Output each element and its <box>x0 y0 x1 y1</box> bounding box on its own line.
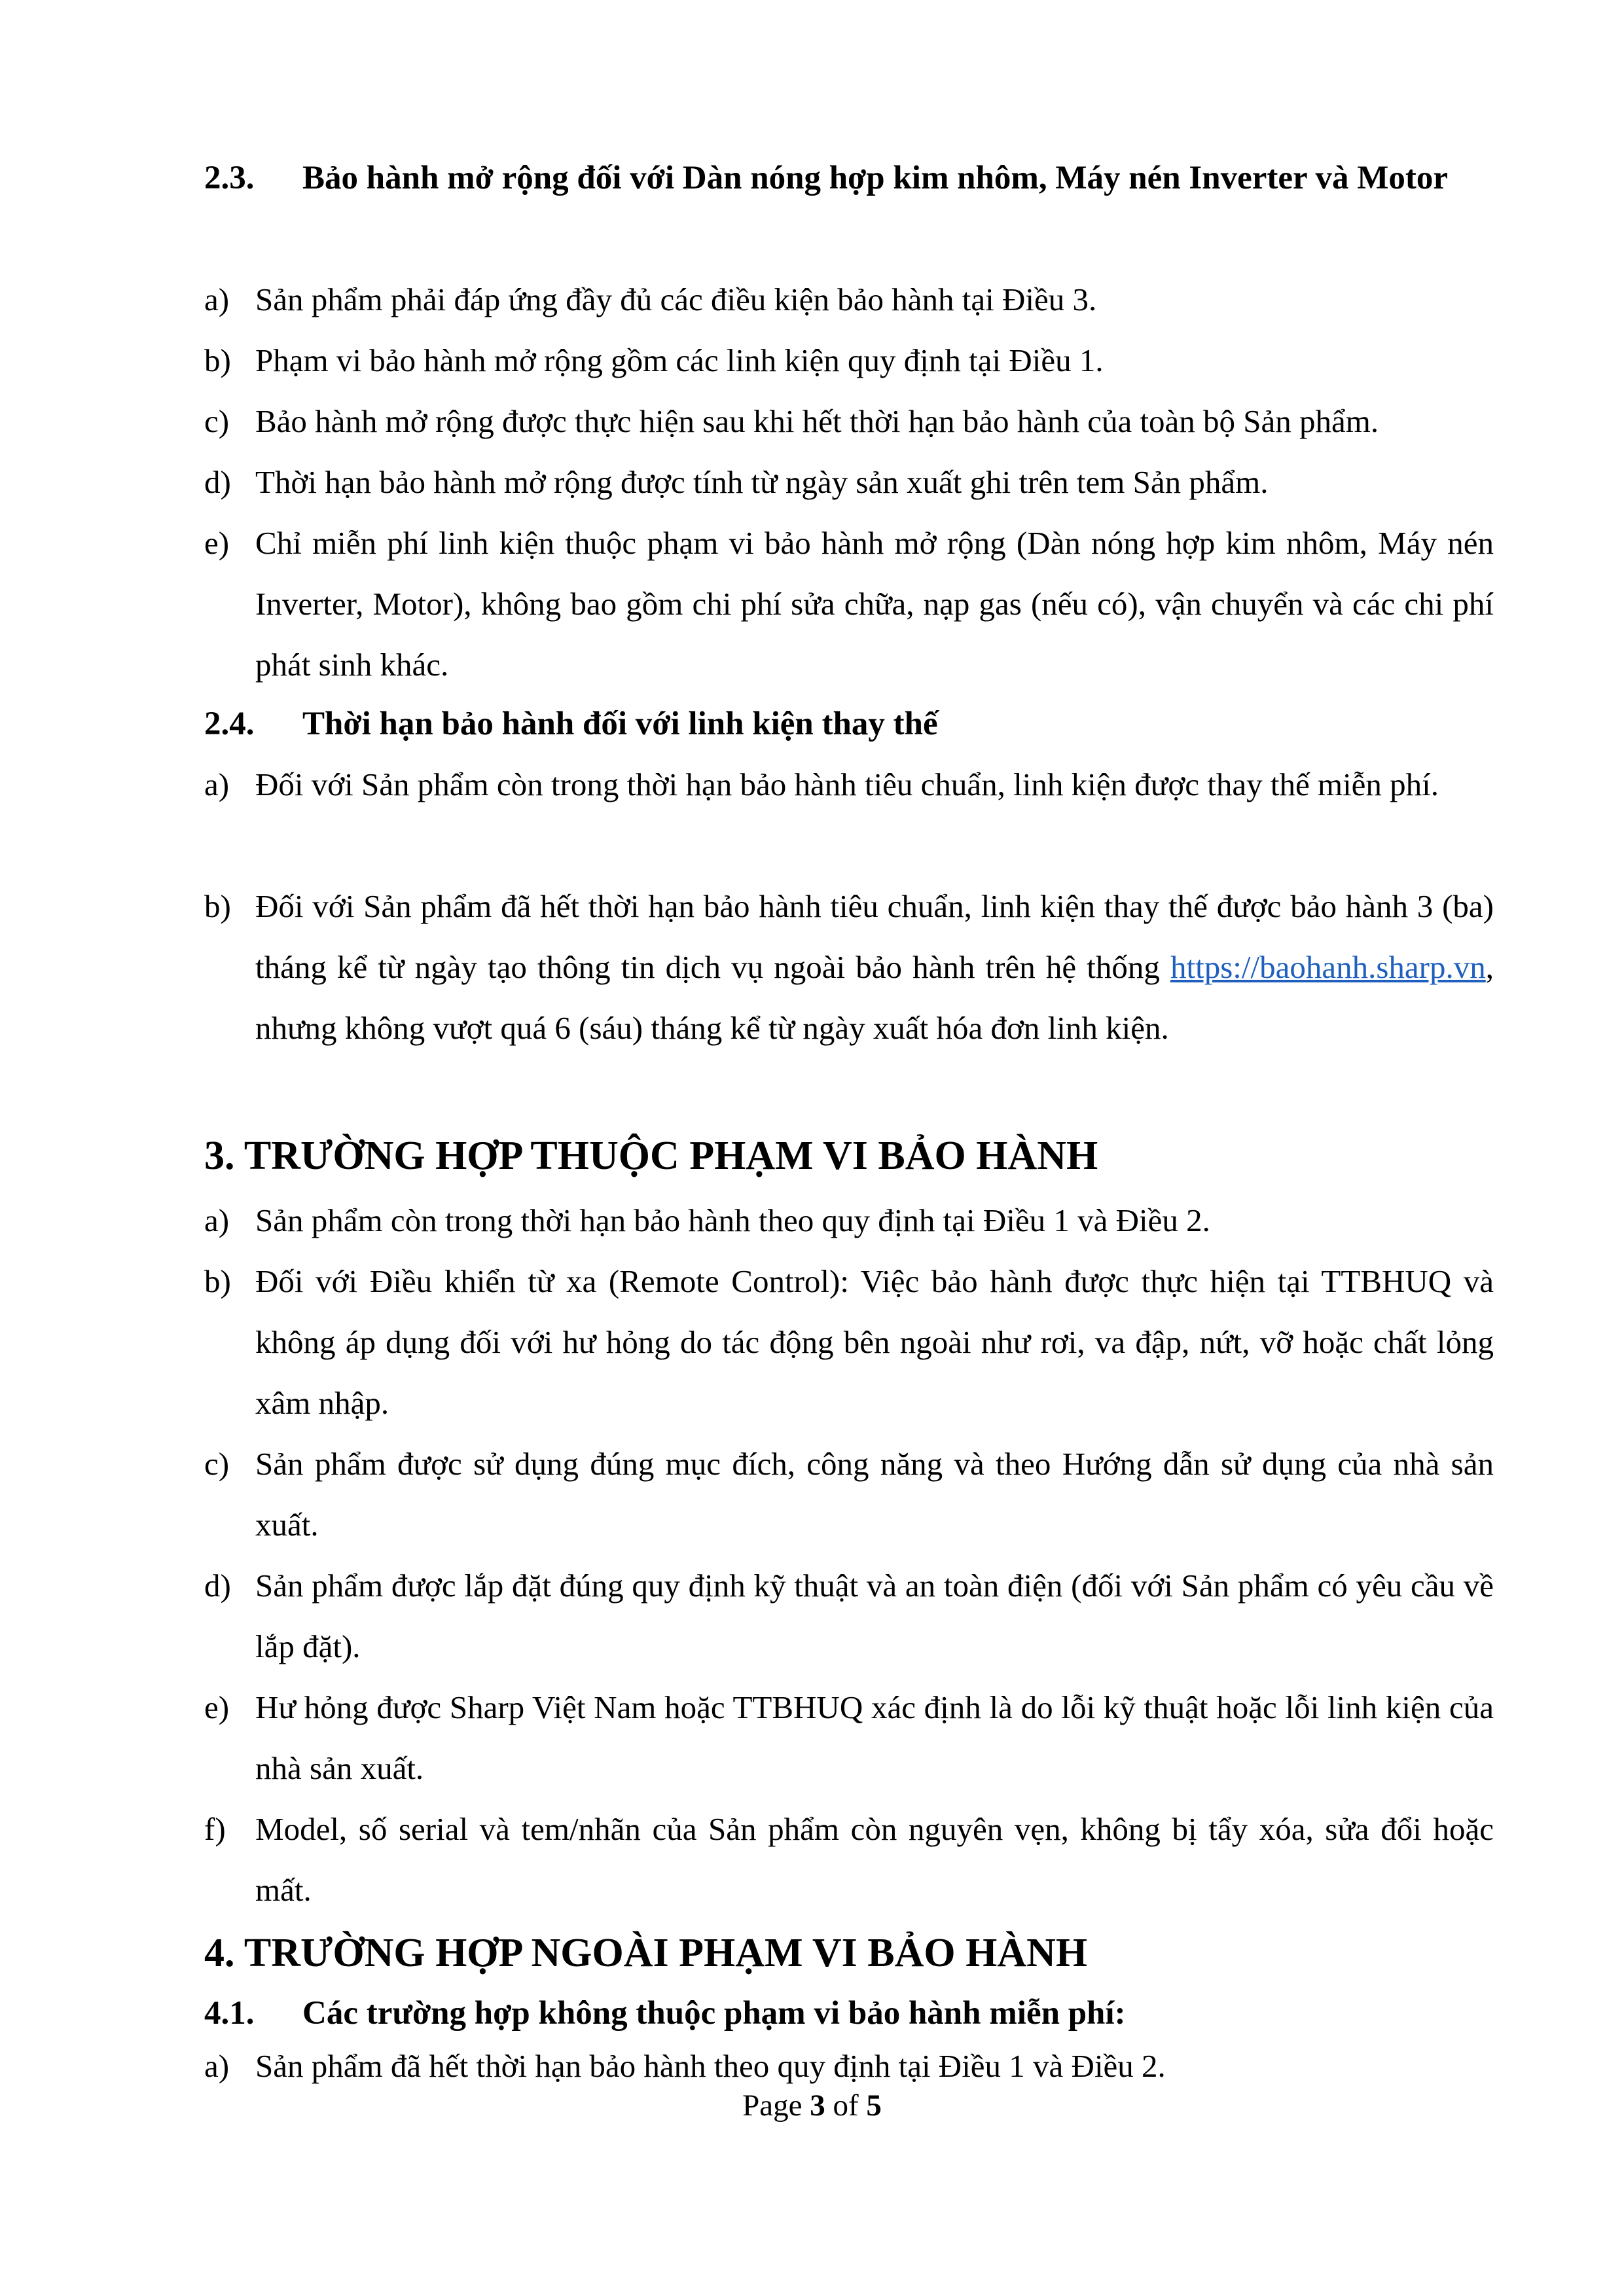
section-number: 2.3. <box>204 160 255 196</box>
page-word: Page <box>742 2089 803 2123</box>
item-text: Sản phẩm còn trong thời hạn bảo hành theo quy định tại Điều 1 và Điều 2. <box>255 1202 1210 1238</box>
item-label: b) <box>204 1263 231 1299</box>
item-text: Đối với Điều khiển từ xa (Remote Control): Việc bảo hành được thực hiện tại TTBHUQ và không áp dụng đối với hư hỏng do tác động bên ngoài như rơi, va đập, nứt, vỡ hoặc chất lỏng xâm nhập. <box>255 1263 1494 1421</box>
item-label: a) <box>204 281 230 317</box>
item-text: Model, số serial và tem/nhãn của Sản phẩm còn nguyên vẹn, không bị tẩy xóa, sửa đổi hoặc mất. <box>255 1811 1494 1908</box>
current-page-number: 3 <box>810 2089 825 2123</box>
item-text: Thời hạn bảo hành mở rộng được tính từ ngày sản xuất ghi trên tem Sản phẩm. <box>255 464 1269 500</box>
section-4-heading: 4. TRƯỜNG HỢP NGOÀI PHẠM VI BẢO HÀNH <box>204 1931 1088 1975</box>
item-text: Bảo hành mở rộng được thực hiện sau khi hết thời hạn bảo hành của toàn bộ Sản phẩm. <box>255 403 1379 439</box>
item-text: Phạm vi bảo hành mở rộng gồm các linh kiện quy định tại Điều 1. <box>255 342 1104 378</box>
section-title: Các trường hợp không thuộc phạm vi bảo hành miễn phí: <box>302 1995 1126 2032</box>
item-text: Hư hỏng được Sharp Việt Nam hoặc TTBHUQ xác định là do lỗi kỹ thuật hoặc lỗi linh kiện của nhà sản xuất. <box>255 1689 1494 1786</box>
item-text: Sản phẩm phải đáp ứng đầy đủ các điều kiện bảo hành tại Điều 3. <box>255 281 1097 317</box>
item-text-part: Đối với Sản phẩm đã hết thời hạn bảo hành tiêu chuẩn, linh kiện thay thế được bảo hành 3 (ba) tháng kể từ ngày tạo thông tin dịch vụ ngoài bảo hành trên hệ thống <box>255 888 1494 985</box>
section-title: Thời hạn bảo hành đối với linh kiện thay thế <box>302 706 938 742</box>
item-label: d) <box>204 1568 231 1604</box>
item-text: Sản phẩm được sử dụng đúng mục đích, công năng và theo Hướng dẫn sử dụng của nhà sản xuất. <box>255 1446 1494 1543</box>
item-label: b) <box>204 342 231 378</box>
section-number: 2.4. <box>204 706 255 742</box>
item-label: d) <box>204 464 231 500</box>
total-page-count: 5 <box>866 2089 882 2123</box>
section-3-heading: 3. TRƯỜNG HỢP THUỘC PHẠM VI BẢO HÀNH <box>204 1134 1098 1178</box>
item-text <box>255 876 1494 1058</box>
page-footer <box>0 2083 1624 2128</box>
section-title: Bảo hành mở rộng đối với Dàn nóng hợp kim nhôm, Máy nén Inverter và Motor <box>302 160 1448 196</box>
item-label: c) <box>204 1446 230 1482</box>
item-text: Sản phẩm được lắp đặt đúng quy định kỹ thuật và an toàn điện (đối với Sản phẩm có yêu cầu về lắp đặt). <box>255 1568 1494 1664</box>
item-text-part: , nhưng không vượt quá 6 (sáu) tháng kể từ ngày xuất hóa đơn linh kiện. <box>255 949 1494 1046</box>
of-word: of <box>833 2089 859 2123</box>
item-label: c) <box>204 403 230 439</box>
item-label: f) <box>204 1811 226 1847</box>
warranty-website-link[interactable]: https://baohanh.sharp.vn <box>1170 949 1486 985</box>
item-label: e) <box>204 525 230 561</box>
item-label: b) <box>204 888 231 924</box>
item-text: Đối với Sản phẩm còn trong thời hạn bảo hành tiêu chuẩn, linh kiện được thay thế miễn phí. <box>255 766 1439 802</box>
item-text: Sản phẩm đã hết thời hạn bảo hành theo quy định tại Điều 1 và Điều 2. <box>255 2048 1166 2084</box>
item-label: a) <box>204 766 230 802</box>
item-label: a) <box>204 2048 230 2084</box>
section-number: 4.1. <box>204 1995 255 2032</box>
item-label: a) <box>204 1202 230 1238</box>
item-text: Chỉ miễn phí linh kiện thuộc phạm vi bảo hành mở rộng (Dàn nóng hợp kim nhôm, Máy nén Inverter, Motor), không bao gồm chi phí sửa chữa, nạp gas (nếu có), vận chuyển và các chi phí phát sinh khác. <box>255 525 1494 683</box>
item-label: e) <box>204 1689 230 1725</box>
